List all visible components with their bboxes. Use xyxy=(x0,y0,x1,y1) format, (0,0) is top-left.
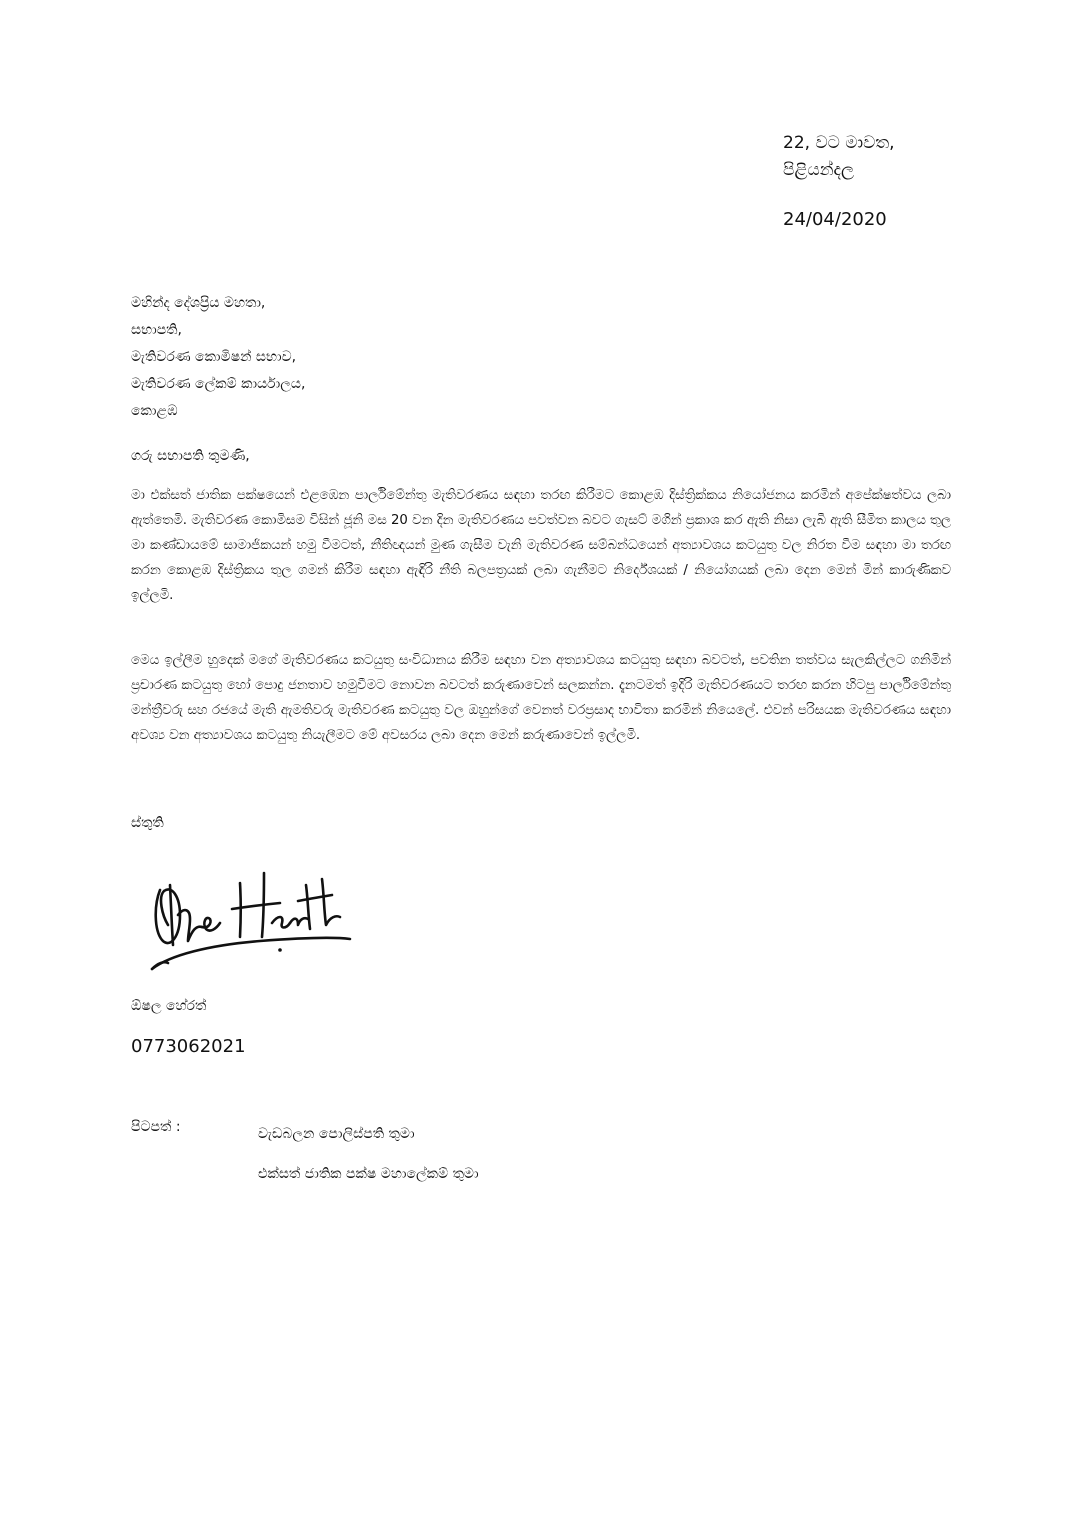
closing-text: ස්තුති xyxy=(131,815,164,831)
signer-name: ඕෂල හේරත් xyxy=(131,998,207,1014)
signer-phone: 0773062021 xyxy=(131,1036,246,1057)
cc-recipient: වැඩබලන පොලිස්පති තුමා xyxy=(258,1126,415,1142)
handwritten-signature xyxy=(140,845,355,980)
body-paragraph: මා එක්සත් ජාතික පක්ෂයෙන් එළඹෙන පාර්ලිමේන්තු මැතිවරණය සඳහා තරඟ කිරීමට කොළඹ දිස්ත්‍රික්කය නියෝජනය කරමින් අපේක්ෂත්වය ලබා ඇත්තෙමි. මැතිවරණ කොමිසම විසින් ජූනි මස 20 වන දින මැතිවරණය පවත්වන බවට ගැසට් මගින් ප්‍රකාශ කර ඇති නිසා ලැබී ඇති සීමිත කාලය තුල මා කණ්ඩායමේ සාමාජිකයන් හමු වීමටත්, නීතිඥයන් මුණ ගැසීම වැනි මැතිවරණ සම්බන්ධයෙන් අත්‍යාවශය කටයුතු වල නිරත වීම සඳහා මා තරඟ කරන කොළඹ දිස්ත්‍රිකය තුල ගමන් කිරීම සඳහා ඇඳිරි නීති බලපත්‍රයක් ලබා ගැනීමට නිර්දේශයක් / නියෝගයක් ලබා දෙන මෙන් මින් කාරුණිකව ඉල්ලමි. xyxy=(131,488,951,603)
recipient-line: මැතිවරණ ලේකම් කාර්යාලය, xyxy=(131,376,306,392)
recipient-line: මැතිවරණ කොමිෂන් සභාව, xyxy=(131,349,297,365)
body-paragraph: මෙය ඉල්ලීම හුදෙක් මගේ මැතිවරණය කටයුතු සංවිධානය කිරීම සඳහා වන අත්‍යාවශය කටයුතු සඳහා බවටත්, පවතින තත්වය සැලකිල්ලට ගනිමින් ප්‍රචාරණ කටයුතු හෝ පොදු ජනතාව හමුවීමට නොවන බවටත් කරුණාවෙන් සලකන්න. දැනටමත් ඉදිරි මැතිවරණයට තරඟ කරන හිටපු පාර්ලිමේන්තු මන්ත්‍රීවරු සහ රජයේ මැති ඇමතිවරු මැතිවරණ කටයුතු වල ඔහුන්ගේ වෙනත් වරප්‍රසාද භාවිතා කරමින් නියෙලේ. එවන් පරිසයක මැතිවරණය සඳහා අවශ්‍ය වන අත්‍යාවශය කටයුතු නියැලීමට මේ අවසරය ලබා දෙන මෙන් කරුණාවෙන් ඉල්ලමි. xyxy=(131,653,951,743)
salutation: ගරු සභාපති තුමණි, xyxy=(131,448,250,464)
recipient-line: කොළඹ xyxy=(131,403,178,419)
sender-address xyxy=(783,130,895,184)
cc-recipient-list xyxy=(258,1114,479,1194)
recipient-line: මහින්ද දේශප්‍රිය මහතා, xyxy=(131,295,266,311)
cc-label: පිටපත් : xyxy=(131,1119,181,1135)
sender-address-line: පිළියන්දල xyxy=(783,160,855,180)
letter-date: 24/04/2020 xyxy=(783,209,887,230)
cc-recipient: එක්සත් ජාතික පක්ෂ මහාලේකම් තුමා xyxy=(258,1166,479,1182)
recipient-address xyxy=(131,290,305,425)
recipient-line: සභාපති, xyxy=(131,322,182,338)
sender-address-line: 22, වට මාවත, xyxy=(783,133,895,153)
